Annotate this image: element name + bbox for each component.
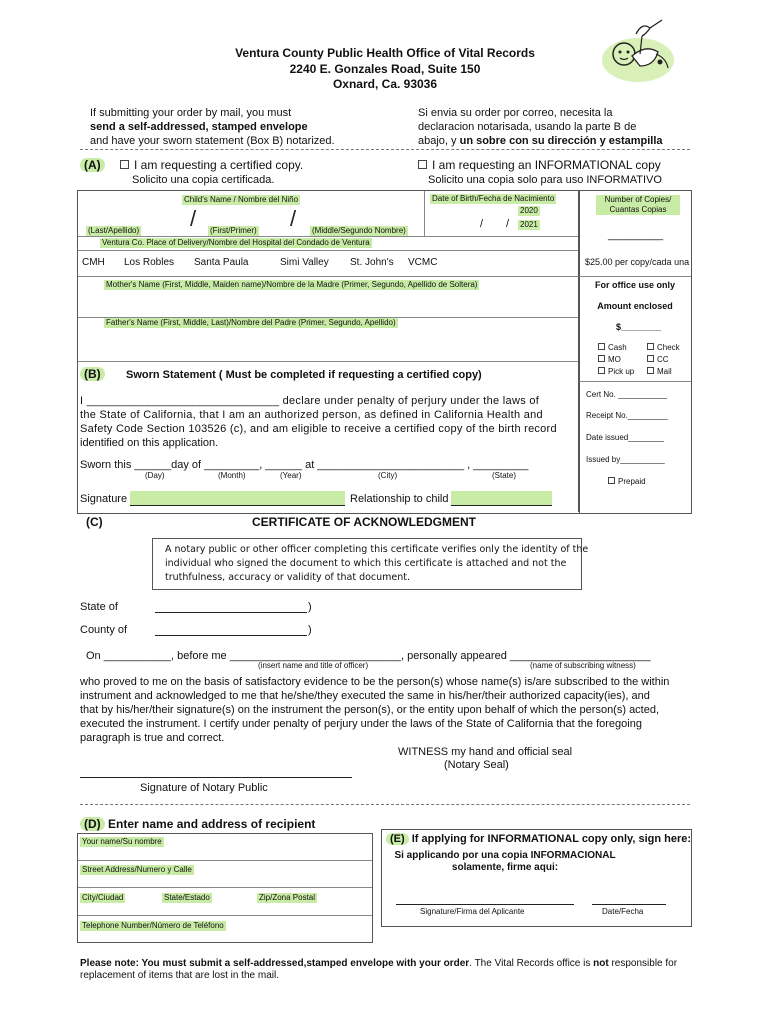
- notary-signature-label: Signature of Notary Public: [140, 782, 268, 794]
- ack-body-1: who proved to me on the basis of satisfactory evidence to be the person(s) whose name(s) is/are subscribed to the within: [80, 676, 670, 688]
- place-of-delivery-label: Ventura Co. Place of Delivery/Nombre del Hospital del Condado de Ventura: [102, 238, 370, 247]
- sworn-line-1[interactable]: I ______________________________ declare under penalty of perjury under the laws of: [80, 395, 540, 407]
- mo-option[interactable]: MO: [598, 355, 621, 365]
- notary-on-line[interactable]: On ___________, before me ____________________________, personally appeared _______________________: [86, 650, 651, 662]
- checkbox-icon: [608, 477, 615, 484]
- section-e-heading: (E) If applying for INFORMATIONAL copy only, sign here:: [386, 832, 691, 846]
- applicant-date-label: Date/Fecha: [602, 907, 644, 916]
- insert-officer-label: (insert name and title of officer): [258, 661, 369, 670]
- sworn-line-4: identified on this application.: [80, 437, 219, 449]
- child-first-name-field[interactable]: (First/Primer): [210, 226, 257, 235]
- intro-es-2: declaracion notarisada, usando la parte B de: [418, 121, 637, 133]
- office-use-title: For office use only: [594, 280, 675, 290]
- dob-slash-2: /: [506, 218, 510, 230]
- intro-es-1: Si envia su order por correo, necesita la: [418, 107, 613, 119]
- informational-copy-es: Solicito una copia solo para uso INFORMATIVO: [428, 174, 662, 186]
- ack-body-3: that by his/her/their signature(s) on the instrument the person(s), or the entity upon behalf of which the person(s) acted,: [80, 704, 660, 716]
- dob-year-2021[interactable]: 2021: [520, 220, 538, 229]
- footer-note-2: replacement of items that are lost in the mail.: [80, 970, 279, 981]
- receipt-no-field[interactable]: Receipt No._________: [586, 411, 668, 420]
- office-city: Oxnard, Ca. 93036: [332, 77, 438, 91]
- certified-copy-option[interactable]: I am requesting a certified copy.: [120, 158, 303, 173]
- applicant-signature-field[interactable]: [396, 904, 574, 905]
- sworn-line-3: Safety Code Section 103526 (c), and am eligible to receive a certified copy of the birth record: [80, 423, 557, 435]
- mother-name-field[interactable]: Mother's Name (First, Middle, Maiden name)/Nombre de la Madre (Primer, Segundo, Apellido de Soltera): [106, 280, 478, 289]
- footer-note: Please note: You must submit a self-addressed,stamped envelope with your order. The Vital Records office is not responsible for: [80, 958, 678, 969]
- ack-body-2: instrument and acknowledged to me that he/she/they executed the same in his/her/their authorized capacity(ies), and: [80, 690, 650, 702]
- divider: [80, 804, 690, 805]
- copies-label: Number of Copies/ Cuantas Copias: [596, 195, 680, 215]
- hospital-option-cmh[interactable]: CMH: [82, 257, 105, 268]
- county-of-field[interactable]: [155, 635, 307, 636]
- cert-no-field[interactable]: Cert No. ___________: [586, 390, 667, 399]
- check-option[interactable]: Check: [647, 343, 680, 353]
- state-of-field[interactable]: [155, 612, 307, 613]
- sworn-line-2: the State of California, that I am an authorized person, as defined in California Health and: [80, 409, 543, 421]
- mail-option[interactable]: Mail: [647, 367, 672, 377]
- child-middle-name-field[interactable]: (Middle/Segundo Nombre): [312, 226, 406, 235]
- notary-signature-field[interactable]: [80, 777, 352, 778]
- child-last-name-field[interactable]: (Last/Apellido): [88, 226, 140, 235]
- checkbox-icon: [120, 160, 129, 169]
- name-separator: /: [290, 206, 297, 231]
- prepaid-option[interactable]: Prepaid: [608, 477, 646, 487]
- section-d-heading: (D) Enter name and address of recipient: [80, 817, 315, 832]
- checkbox-icon: [418, 160, 427, 169]
- recipient-city-field[interactable]: City/Ciudad: [82, 893, 124, 902]
- applicant-signature-label: Signature/Firma del Aplicante: [420, 907, 525, 916]
- paren: ): [308, 624, 312, 636]
- recipient-street-field[interactable]: Street Address/Numero y Calle: [82, 865, 192, 874]
- issued-by-field[interactable]: Issued by__________: [586, 455, 665, 464]
- hospital-option-st-johns[interactable]: St. John's: [350, 257, 394, 268]
- recipient-zip-field[interactable]: Zip/Zona Postal: [259, 893, 316, 902]
- amount-field[interactable]: $________: [616, 322, 662, 332]
- recipient-name-field[interactable]: Your name/Su nombre: [82, 837, 162, 846]
- informational-copy-option[interactable]: I am requesting an INFORMATIONAL copy: [418, 158, 661, 173]
- sworn-statement-title: Sworn Statement ( Must be completed if requesting a certified copy): [126, 369, 482, 381]
- checkbox-icon: [598, 367, 605, 374]
- cc-option[interactable]: CC: [647, 355, 669, 365]
- signature-field[interactable]: [130, 491, 345, 506]
- recipient-state-field[interactable]: State/Estado: [164, 893, 210, 902]
- ack-body-5: paragraph is true and correct.: [80, 732, 225, 744]
- dob-year-2020[interactable]: 2020: [520, 206, 538, 215]
- checkbox-icon: [647, 355, 654, 362]
- sworn-year-label: (Year): [280, 471, 302, 480]
- hospital-option-los-robles[interactable]: Los Robles: [124, 257, 175, 268]
- office-title: Ventura County Public Health Office of Vital Records: [235, 46, 535, 60]
- applicant-date-field[interactable]: [592, 904, 666, 905]
- amount-enclosed-label: Amount enclosed: [597, 301, 673, 311]
- recipient-phone-field[interactable]: Telephone Number/Número de Teléfono: [82, 921, 224, 930]
- section-a-id: (A): [80, 158, 105, 173]
- child-name-label: Child's Name / Nombre del Niño: [184, 195, 299, 204]
- notary-notice-1: A notary public or other officer completing this certificate verifies only the identity of the: [165, 544, 589, 555]
- ack-body-4: executed the instrument. I certify under penalty of perjury under the laws of the State of California that the foregoing: [80, 718, 642, 730]
- signature-label: Signature: [80, 493, 128, 505]
- intro-es-3b: un sobre con su dirección y estampilla: [459, 135, 663, 147]
- section-e-es-2: solamente, firme aqui:: [451, 862, 559, 873]
- sworn-day-label: (Day): [145, 471, 165, 480]
- county-of-label: County of: [80, 624, 128, 636]
- name-separator: /: [190, 206, 197, 231]
- hospital-option-simi-valley[interactable]: Simi Valley: [280, 257, 329, 268]
- dob-slash-1: /: [480, 218, 484, 230]
- copies-field[interactable]: _________: [608, 229, 664, 241]
- checkbox-icon: [647, 367, 654, 374]
- intro-en-3: and have your sworn statement (Box B) notarized.: [90, 135, 335, 147]
- office-address: 2240 E. Gonzales Road, Suite 150: [289, 62, 481, 76]
- intro-en-1: If submitting your order by mail, you must: [90, 107, 292, 119]
- sworn-state-label: (State): [492, 471, 517, 480]
- intro-es-3a: abajo, y: [418, 135, 457, 147]
- witness-name-label: (name of subscribing witness): [530, 661, 636, 670]
- state-of-label: State of: [80, 601, 118, 613]
- sworn-month-label: (Month): [218, 471, 246, 480]
- notary-notice-3: truthfulness, accuracy or validity of that document.: [165, 572, 411, 583]
- intro-en-2: send a self-addressed, stamped envelope: [90, 121, 308, 133]
- notary-seal-label: (Notary Seal): [444, 759, 509, 771]
- witness-line: WITNESS my hand and official seal: [398, 746, 573, 758]
- certificate-title: CERTIFICATE OF ACKNOWLEDGMENT: [252, 515, 476, 529]
- pickup-option[interactable]: Pick up: [598, 367, 634, 377]
- date-issued-field[interactable]: Date issued________: [586, 433, 664, 442]
- price-per-copy: $25.00 per copy/cada una: [585, 257, 690, 267]
- section-e-es-1: Si applicando por una copia INFORMACIONAL: [394, 850, 616, 861]
- sworn-date-line[interactable]: Sworn this ______day of _________, ______ at ________________________ , _________: [80, 459, 529, 471]
- certified-copy-es: Solicito una copia certificada.: [132, 174, 275, 186]
- relationship-field[interactable]: [451, 491, 552, 506]
- checkbox-icon: [598, 343, 605, 350]
- notary-notice-2: individual who signed the document to which this certificate is attached and not the: [165, 558, 567, 569]
- relationship-label: Relationship to child: [350, 493, 449, 505]
- dob-label: Date of Birth/Fecha de Nacimiento: [432, 194, 555, 203]
- section-c-id: (C): [86, 515, 103, 529]
- paren: ): [308, 601, 312, 613]
- cash-option[interactable]: Cash: [598, 343, 627, 353]
- sworn-city-label: (City): [378, 471, 398, 480]
- hospital-option-santa-paula[interactable]: Santa Paula: [194, 257, 249, 268]
- father-name-field[interactable]: Father's Name (First, Middle, Last)/Nombre del Padre (Primer, Segundo, Apellido): [106, 318, 396, 327]
- checkbox-icon: [647, 343, 654, 350]
- checkbox-icon: [598, 355, 605, 362]
- divider: [80, 149, 690, 150]
- hospital-option-vcmc[interactable]: VCMC: [408, 257, 438, 268]
- section-b-id: (B): [80, 367, 105, 382]
